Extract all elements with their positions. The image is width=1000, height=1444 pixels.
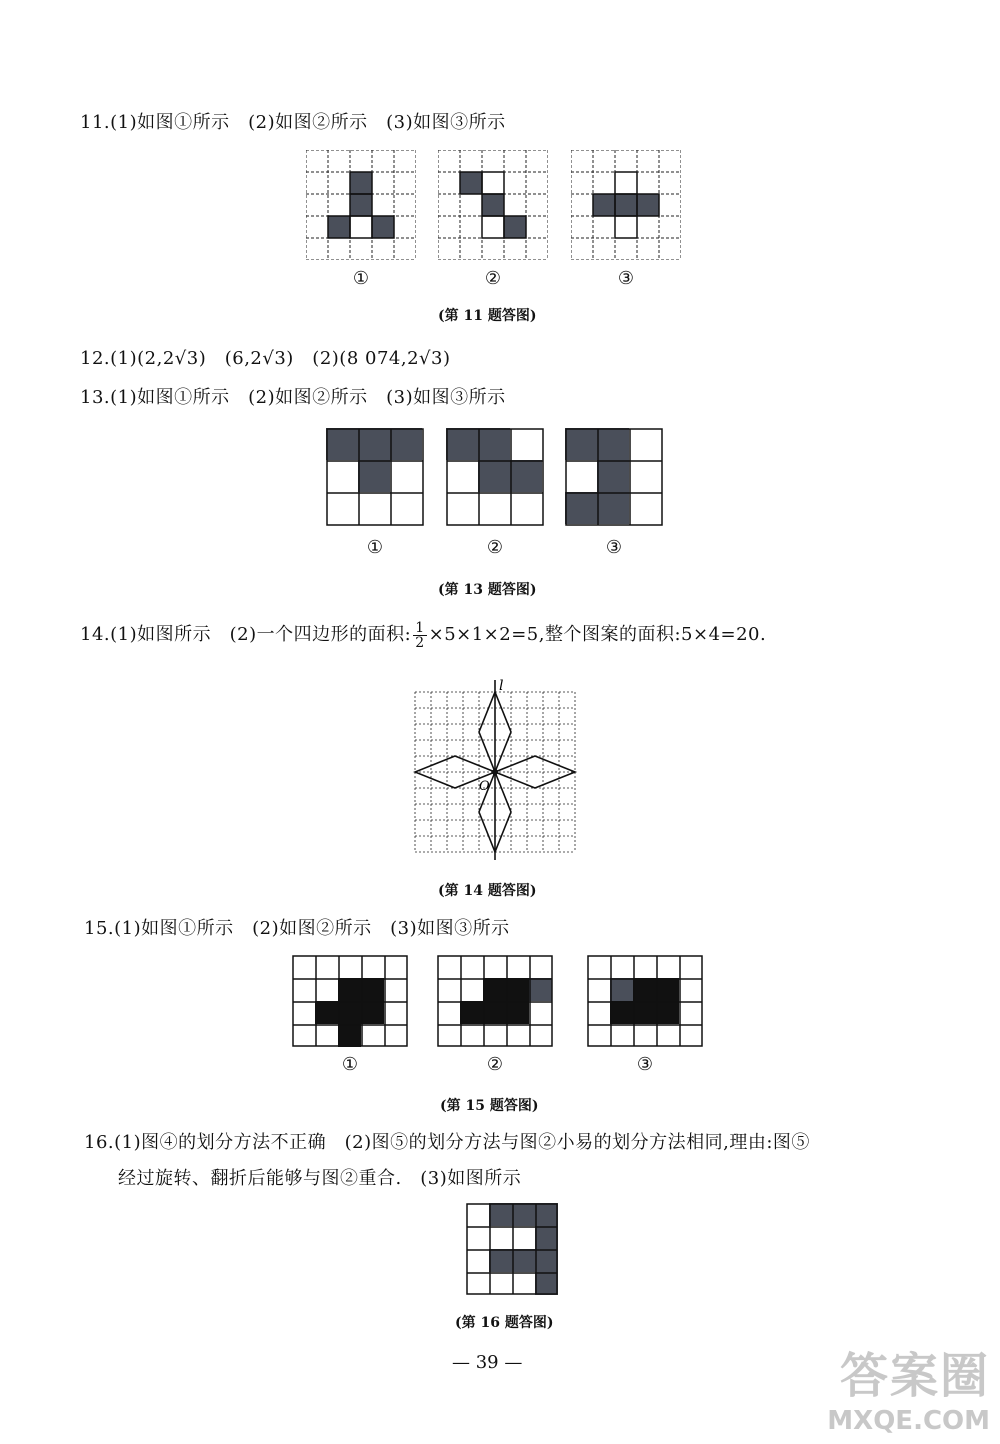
q14-text-b: ×5×1×2=5,整个图案的面积:5×4=20. xyxy=(428,624,767,645)
q13-caption: (第 13 题答图) xyxy=(438,582,537,598)
q15-label-2: ② xyxy=(486,1054,504,1075)
q14-origin-label: O xyxy=(479,779,490,794)
q15-label-3: ③ xyxy=(636,1054,654,1075)
q11-text: 11.(1)如图①所示 (2)如图②所示 (3)如图③所示 xyxy=(80,112,506,133)
q11-label-2: ② xyxy=(484,268,502,289)
q14-figure xyxy=(413,676,579,860)
q13-grid-3 xyxy=(565,428,663,526)
q14-text xyxy=(80,620,766,650)
q11-grid-2 xyxy=(438,150,548,260)
q15-label-1: ① xyxy=(341,1054,359,1075)
watermark-logo xyxy=(827,1337,990,1436)
q15-grid-3 xyxy=(587,955,703,1047)
q11-caption: (第 11 题答图) xyxy=(438,308,537,324)
q12-text: 12.(1)(2,2√3) (6,2√3) (2)(8 074,2√3) xyxy=(80,348,451,369)
page-number: — 39 — xyxy=(452,1352,523,1373)
q11-label-1: ① xyxy=(352,268,370,289)
q14-axis-label: l xyxy=(499,678,504,694)
q13-label-2: ② xyxy=(486,537,504,558)
q15-grid-1 xyxy=(292,955,408,1047)
watermark-line1: 答案圈 xyxy=(839,1348,990,1404)
watermark-line2: MXQE.COM xyxy=(827,1406,990,1436)
q14-frac-num: 1 xyxy=(415,619,425,636)
q15-text: 15.(1)如图①所示 (2)如图②所示 (3)如图③所示 xyxy=(84,918,510,939)
q16-caption: (第 16 题答图) xyxy=(455,1315,554,1331)
q13-grid-2 xyxy=(446,428,544,526)
q13-label-3: ③ xyxy=(605,537,623,558)
q14-frac-den: 2 xyxy=(415,634,425,651)
q13-grid-1 xyxy=(326,428,424,526)
q14-fraction xyxy=(413,621,426,650)
q15-grid-2 xyxy=(437,955,553,1047)
q14-caption: (第 14 题答图) xyxy=(438,883,537,899)
q15-caption: (第 15 题答图) xyxy=(440,1098,539,1114)
q16-text-line2: 经过旋转、翻折后能够与图②重合. (3)如图所示 xyxy=(118,1168,522,1189)
q13-label-1: ① xyxy=(366,537,384,558)
q16-grid xyxy=(466,1203,558,1295)
q13-text: 13.(1)如图①所示 (2)如图②所示 (3)如图③所示 xyxy=(80,387,506,408)
q11-grid-3 xyxy=(571,150,681,260)
q11-label-3: ③ xyxy=(617,268,635,289)
q11-grid-1 xyxy=(306,150,416,260)
q16-text-line1: 16.(1)图④的划分方法不正确 (2)图⑤的划分方法与图②小易的划分方法相同,理由:图⑤ xyxy=(84,1132,810,1153)
q14-text-a: 14.(1)如图所示 (2)一个四边形的面积: xyxy=(80,624,412,645)
